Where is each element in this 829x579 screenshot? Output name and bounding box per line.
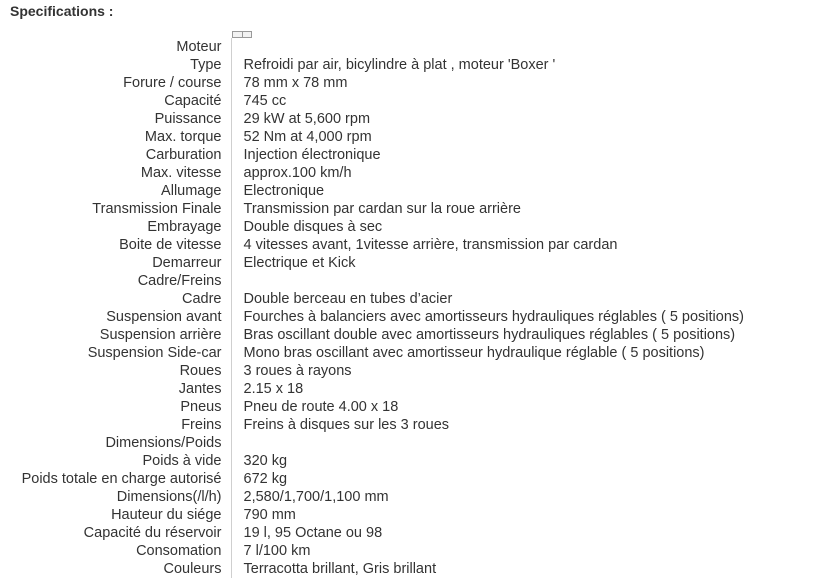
spec-value: 78 mm x 78 mm [243,75,348,91]
spec-value: 29 kW at 5,600 rpm [243,111,371,127]
spec-value: Bras oscillant double avec amortisseurs hydrauliques réglables ( 5 positions) [243,327,736,343]
spec-row [0,182,744,200]
spec-value: Double berceau en tubes d’acier [243,291,453,307]
spec-value: 7 l/100 km [243,543,311,559]
spec-value: Pneu de route 4.00 x 18 [243,399,399,415]
spec-row [0,362,744,380]
spec-row [0,110,744,128]
spec-label: Suspension avant [0,308,231,326]
spec-label: Capacité [0,92,231,110]
spec-value: Double disques à sec [243,219,383,235]
spec-row [0,560,744,578]
spec-label: Consomation [0,542,231,560]
spec-label: Transmission Finale [0,200,231,218]
spec-label: Max. torque [0,128,231,146]
spec-label: Embrayage [0,218,231,236]
spec-label: Poids à vide [0,452,231,470]
spec-label: Freins [0,416,231,434]
spec-row [0,398,744,416]
spec-row [0,524,744,542]
spec-row [0,506,744,524]
spec-row [0,236,744,254]
spec-label: Hauteur du siége [0,506,231,524]
spec-row [0,92,744,110]
spec-value: Electronique [243,183,325,199]
page-heading: Specifications : [10,3,114,19]
spec-value: Terracotta brillant, Gris brillant [243,561,437,577]
spec-value: Injection électronique [243,147,381,163]
spec-label: Boite de vitesse [0,236,231,254]
spec-label: Type [0,56,231,74]
spec-label: Jantes [0,380,231,398]
spec-row [0,416,744,434]
spec-value: 3 roues à rayons [243,363,352,379]
spec-label: Carburation [0,146,231,164]
spec-row [0,254,744,272]
spec-value [231,272,744,290]
spec-value: approx.100 km/h [243,165,352,181]
spec-value: 672 kg [243,471,288,487]
spec-row [0,326,744,344]
specifications-table-body [0,38,744,578]
spec-label: Dimensions(/l/h) [0,488,231,506]
table-icon[interactable] [232,31,252,38]
spec-row [0,290,744,308]
spec-row [0,164,744,182]
spec-label: Cadre/Freins [0,272,231,290]
spec-label: Capacité du réservoir [0,524,231,542]
spec-row [0,344,744,362]
spec-label: Dimensions/Poids [0,434,231,452]
spec-value: 2.15 x 18 [243,381,304,397]
spec-label: Poids totale en charge autorisé [0,470,231,488]
spec-row [0,272,744,290]
spec-value: 2,580/1,700/1,100 mm [243,489,389,505]
spec-label: Suspension Side-car [0,344,231,362]
spec-label: Allumage [0,182,231,200]
spec-label: Couleurs [0,560,231,578]
spec-row [0,38,744,56]
spec-row [0,434,744,452]
spec-value: Transmission par cardan sur la roue arrière [243,201,521,217]
spec-value: Mono bras oscillant avec amortisseur hydraulique réglable ( 5 positions) [243,345,705,361]
spec-value: 790 mm [243,507,296,523]
spec-label: Roues [0,362,231,380]
spec-value: 320 kg [243,453,288,469]
spec-value: 4 vitesses avant, 1vitesse arrière, transmission par cardan [243,237,618,253]
spec-label: Demarreur [0,254,231,272]
spec-row [0,128,744,146]
spec-label: Suspension arrière [0,326,231,344]
spec-value [231,434,744,452]
spec-row [0,380,744,398]
spec-value: Fourches à balanciers avec amortisseurs hydrauliques réglables ( 5 positions) [243,309,744,325]
spec-label: Moteur [0,38,231,56]
spec-value: Freins à disques sur les 3 roues [243,417,450,433]
spec-label: Cadre [0,290,231,308]
spec-row [0,200,744,218]
spec-row [0,56,744,74]
spec-value: Refroidi par air, bicylindre à plat , moteur 'Boxer ' [243,57,556,73]
spec-row [0,452,744,470]
spec-row [0,74,744,92]
specifications-table [0,38,744,578]
spec-row [0,542,744,560]
spec-value [231,38,744,56]
spec-value: 745 cc [243,93,287,109]
spec-label: Max. vitesse [0,164,231,182]
spec-row [0,218,744,236]
spec-row [0,470,744,488]
spec-value: Electrique et Kick [243,255,356,271]
spec-label: Pneus [0,398,231,416]
spec-row [0,146,744,164]
spec-label: Forure / course [0,74,231,92]
spec-value: 52 Nm at 4,000 rpm [243,129,372,145]
spec-label: Puissance [0,110,231,128]
spec-row [0,308,744,326]
spec-value: 19 l, 95 Octane ou 98 [243,525,383,541]
spec-row [0,488,744,506]
